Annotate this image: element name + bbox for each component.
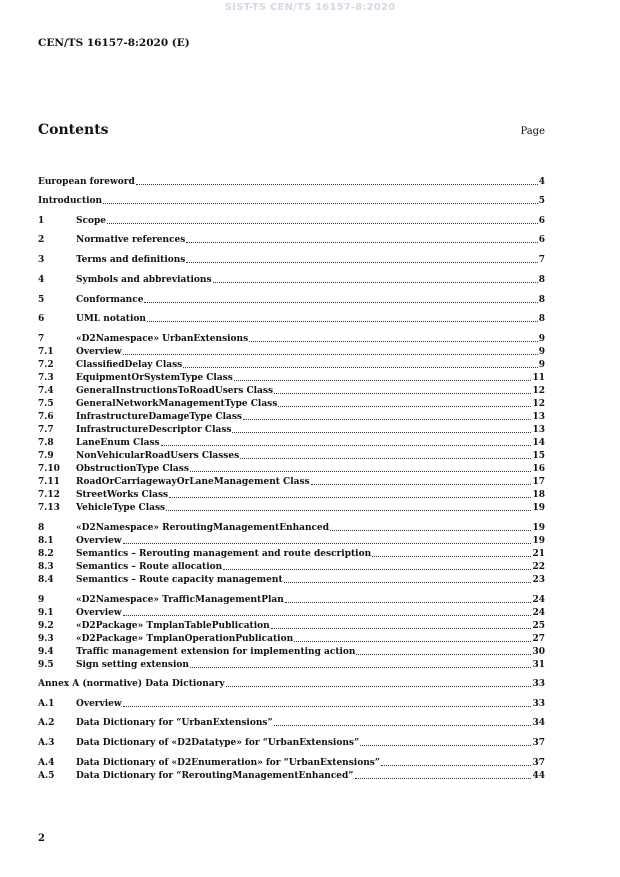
toc-entry-title: RoadOrCarriagewayOrLaneManagement Class (76, 477, 310, 487)
contents-title: Contents (38, 122, 109, 138)
toc-entry-number: 9.4 (38, 647, 54, 657)
toc-dot-leader (356, 653, 531, 655)
toc-entry-number: 7.3 (38, 373, 54, 383)
toc-entry-number: A.4 (38, 758, 55, 768)
toc-entry-page: 30 (532, 647, 545, 657)
toc-entry-page: 25 (532, 621, 545, 631)
toc-entry-number: 7.7 (38, 425, 54, 435)
toc-entry[interactable] (38, 463, 545, 475)
toc-dot-leader (123, 353, 538, 355)
toc-entry-page: 17 (532, 477, 545, 487)
toc-entry-page: 31 (532, 660, 545, 670)
toc-entry-number: A.5 (38, 771, 55, 781)
toc-entry[interactable] (38, 594, 545, 606)
toc-entry-number: 1 (38, 216, 45, 226)
toc-entry-number: 8.1 (38, 536, 54, 546)
toc-dot-leader (360, 744, 531, 746)
toc-dot-leader (103, 202, 538, 204)
toc-entry[interactable] (38, 411, 545, 423)
toc-dot-leader (190, 470, 532, 472)
toc-entry-number: 8.3 (38, 562, 54, 572)
toc-entry-page: 8 (538, 275, 545, 285)
toc-entry-title: «D2Package» TmplanTablePublication (76, 621, 270, 631)
toc-dot-leader (232, 431, 531, 433)
toc-entry-number: 8.2 (38, 549, 54, 559)
toc-entry-page: 14 (532, 438, 545, 448)
toc-dot-leader (284, 581, 532, 583)
toc-entry[interactable] (38, 274, 545, 286)
toc-dot-leader (169, 496, 531, 498)
toc-entry[interactable] (38, 633, 545, 645)
toc-entry[interactable] (38, 489, 545, 501)
toc-entry-title: «D2Namespace» UrbanExtensions (76, 334, 249, 344)
toc-entry-title: Sign setting extension (76, 660, 189, 670)
toc-entry-number: 9.5 (38, 660, 54, 670)
toc-entry-page: 8 (538, 314, 545, 324)
toc-entry[interactable] (38, 646, 545, 658)
toc-dot-leader (123, 705, 532, 707)
toc-entry-page: 23 (532, 575, 545, 585)
page-column-label: Page (520, 126, 545, 137)
toc-entry-title: Normative references (76, 235, 186, 245)
toc-dot-leader (355, 777, 532, 779)
toc-entry-title: NonVehicularRoadUsers Classes (76, 451, 240, 461)
toc-entry-page: 34 (532, 718, 545, 728)
toc-entry-title: «D2Package» TmplanOperationPublication (76, 634, 294, 644)
toc-entry-title: Symbols and abbreviations (76, 275, 212, 285)
toc-entry-number: 9 (38, 595, 45, 605)
toc-entry[interactable] (38, 717, 545, 729)
toc-entry-title: European foreword (38, 177, 135, 187)
toc-entry-number: 2 (38, 235, 45, 245)
toc-entry-number: 7.11 (38, 477, 60, 487)
toc-dot-leader (311, 483, 532, 485)
toc-entry-title: StreetWorks Class (76, 490, 169, 500)
toc-dot-leader (294, 640, 531, 642)
toc-dot-leader (161, 444, 532, 446)
toc-entry-number: 5 (38, 295, 45, 305)
toc-dot-leader (186, 241, 537, 243)
toc-entry-page: 24 (532, 595, 545, 605)
toc-entry-number: 9.2 (38, 621, 54, 631)
toc-entry-page: 18 (532, 490, 545, 500)
toc-entry-number: 8 (38, 523, 45, 533)
toc-entry-number: 7.8 (38, 438, 54, 448)
toc-entry-page: 22 (532, 562, 545, 572)
toc-entry-page: 33 (532, 679, 545, 689)
toc-entry-title: EquipmentOrSystemType Class (76, 373, 233, 383)
toc-entry[interactable] (38, 398, 545, 410)
toc-entry-number: 7.2 (38, 360, 54, 370)
toc-dot-leader (249, 340, 538, 342)
toc-entry-page: 9 (538, 334, 545, 344)
toc-dot-leader (285, 601, 532, 603)
toc-entry-title: Overview (76, 347, 122, 357)
toc-dot-leader (271, 627, 532, 629)
toc-entry-number: A.1 (38, 699, 55, 709)
toc-entry-page: 8 (538, 295, 545, 305)
toc-entry[interactable] (38, 757, 545, 769)
toc-entry[interactable] (38, 372, 545, 384)
toc-entry-title: Introduction (38, 196, 103, 206)
toc-dot-leader (190, 666, 532, 668)
toc-entry[interactable] (38, 522, 545, 534)
toc-entry-title: Semantics – Route capacity management (76, 575, 283, 585)
toc-dot-leader (107, 222, 538, 224)
toc-dot-leader (226, 685, 532, 687)
toc-entry-page: 27 (532, 634, 545, 644)
toc-entry-title: Data Dictionary of «D2Datatype» for “UrbanExtensions” (76, 738, 360, 748)
toc-entry[interactable] (38, 215, 545, 227)
toc-dot-leader (136, 183, 538, 185)
toc-entry-page: 12 (532, 399, 545, 409)
toc-entry-title: Overview (76, 536, 122, 546)
toc-entry[interactable] (38, 548, 545, 560)
toc-entry-title: Semantics – Route allocation (76, 562, 223, 572)
toc-entry-page: 37 (532, 738, 545, 748)
toc-entry-title: InfrastructureDamageType Class (76, 412, 243, 422)
toc-entry-number: 3 (38, 255, 45, 265)
toc-entry[interactable] (38, 450, 545, 462)
toc-entry-title: Data Dictionary of «D2Enumeration» for “UrbanExtensions” (76, 758, 380, 768)
toc-entry-page: 15 (532, 451, 545, 461)
toc-entry-page: 4 (538, 177, 545, 187)
toc-entry-title: GeneralNetworkManagementType Class (76, 399, 278, 409)
toc-entry[interactable] (38, 535, 545, 547)
toc-entry[interactable] (38, 659, 545, 671)
toc-entry-title: GeneralInstructionsToRoadUsers Class (76, 386, 274, 396)
toc-entry-page: 16 (532, 464, 545, 474)
toc-entry-number: 7.1 (38, 347, 54, 357)
toc-entry[interactable] (38, 254, 545, 266)
toc-entry[interactable] (38, 234, 545, 246)
toc-entry-title: Annex A (normative) Data Dictionary (38, 679, 225, 689)
toc-entry[interactable] (38, 359, 545, 371)
toc-dot-leader (274, 724, 532, 726)
toc-entry[interactable] (38, 313, 545, 325)
toc-entry-title: Traffic management extension for implementing action (76, 647, 356, 657)
toc-entry-title: VehicleType Class (76, 503, 166, 513)
toc-entry-page: 19 (532, 523, 545, 533)
toc-entry-page: 33 (532, 699, 545, 709)
toc-entry-number: A.2 (38, 718, 55, 728)
toc-entry-number: A.3 (38, 738, 55, 748)
toc-entry-page: 6 (538, 235, 545, 245)
toc-entry[interactable] (38, 574, 545, 586)
toc-entry-title: InfrastructureDescriptor Class (76, 425, 232, 435)
toc-entry-page: 11 (532, 373, 545, 383)
toc-entry-title: Data Dictionary for “UrbanExtensions” (76, 718, 273, 728)
toc-entry-page: 13 (532, 425, 545, 435)
toc-entry[interactable] (38, 561, 545, 573)
toc-entry-title: Overview (76, 608, 122, 618)
toc-dot-leader (213, 281, 538, 283)
toc-entry-number: 7.12 (38, 490, 60, 500)
toc-entry-number: 7.5 (38, 399, 54, 409)
toc-entry-page: 21 (532, 549, 545, 559)
toc-entry-title: «D2Namespace» ReroutingManagementEnhanced (76, 523, 330, 533)
toc-dot-leader (123, 614, 532, 616)
toc-entry[interactable] (38, 476, 545, 488)
toc-entry-page: 9 (538, 347, 545, 357)
toc-entry[interactable] (38, 294, 545, 306)
toc-entry-title: «D2Namespace» TrafficManagementPlan (76, 595, 284, 605)
toc-entry[interactable] (38, 698, 545, 710)
toc-entry[interactable] (38, 333, 545, 345)
toc-entry-number: 7.9 (38, 451, 54, 461)
toc-entry[interactable] (38, 437, 545, 449)
toc-entry[interactable] (38, 176, 545, 188)
toc-entry-page: 19 (532, 536, 545, 546)
toc-entry-page: 9 (538, 360, 545, 370)
toc-dot-leader (166, 509, 531, 511)
toc-entry-title: Semantics – Rerouting management and route description (76, 549, 372, 559)
toc-entry-number: 7 (38, 334, 45, 344)
toc-entry-title: ClassifiedDelay Class (76, 360, 183, 370)
toc-entry[interactable] (38, 607, 545, 619)
toc-entry-title: Conformance (76, 295, 144, 305)
toc-entry[interactable] (38, 424, 545, 436)
toc-entry-page: 19 (532, 503, 545, 513)
toc-entry[interactable] (38, 195, 545, 207)
toc-entry-page: 13 (532, 412, 545, 422)
toc-entry-number: 4 (38, 275, 45, 285)
toc-dot-leader (144, 301, 537, 303)
toc-entry-page: 44 (532, 771, 545, 781)
toc-entry-title: Overview (76, 699, 122, 709)
toc-entry-number: 8.4 (38, 575, 54, 585)
toc-dot-leader (381, 764, 531, 766)
watermark: SIST-TS CEN/TS 16157-8:2020 (224, 2, 396, 13)
toc-entry[interactable] (38, 620, 545, 632)
toc-entry-title: Data Dictionary for “ReroutingManagementEnhanced” (76, 771, 354, 781)
page-number: 2 (38, 833, 45, 844)
toc-entry-title: LaneEnum Class (76, 438, 160, 448)
toc-entry-number: 7.10 (38, 464, 60, 474)
toc-dot-leader (186, 261, 537, 263)
toc-dot-leader (223, 568, 531, 570)
toc-entry-number: 7.4 (38, 386, 54, 396)
toc-entry-page: 24 (532, 608, 545, 618)
toc-entry-number: 9.3 (38, 634, 54, 644)
toc-entry[interactable] (38, 737, 545, 749)
document-id: CEN/TS 16157-8:2020 (E) (38, 37, 190, 49)
toc-entry-page: 37 (532, 758, 545, 768)
toc-entry-title: Scope (76, 216, 107, 226)
toc-entry[interactable] (38, 770, 545, 782)
toc-dot-leader (240, 457, 531, 459)
toc-dot-leader (330, 529, 531, 531)
toc-entry[interactable] (38, 678, 545, 690)
toc-entry[interactable] (38, 385, 545, 397)
toc-dot-leader (123, 542, 532, 544)
toc-entry-title: UML notation (76, 314, 146, 324)
toc-entry-number: 6 (38, 314, 45, 324)
toc-dot-leader (274, 392, 531, 394)
toc-entry[interactable] (38, 346, 545, 358)
toc-entry-page: 7 (538, 255, 545, 265)
toc-entry[interactable] (38, 502, 545, 514)
toc-entry-number: 9.1 (38, 608, 54, 618)
toc-entry-title: Terms and definitions (76, 255, 186, 265)
toc-entry-number: 7.6 (38, 412, 54, 422)
toc-dot-leader (243, 418, 531, 420)
toc-dot-leader (183, 366, 538, 368)
toc-entry-page: 12 (532, 386, 545, 396)
toc-dot-leader (278, 405, 531, 407)
toc-dot-leader (372, 555, 531, 557)
toc-dot-leader (147, 320, 538, 322)
toc-entry-title: ObstructionType Class (76, 464, 189, 474)
toc-dot-leader (234, 379, 532, 381)
toc-entry-page: 5 (538, 196, 545, 206)
toc-entry-page: 6 (538, 216, 545, 226)
toc-entry-number: 7.13 (38, 503, 60, 513)
